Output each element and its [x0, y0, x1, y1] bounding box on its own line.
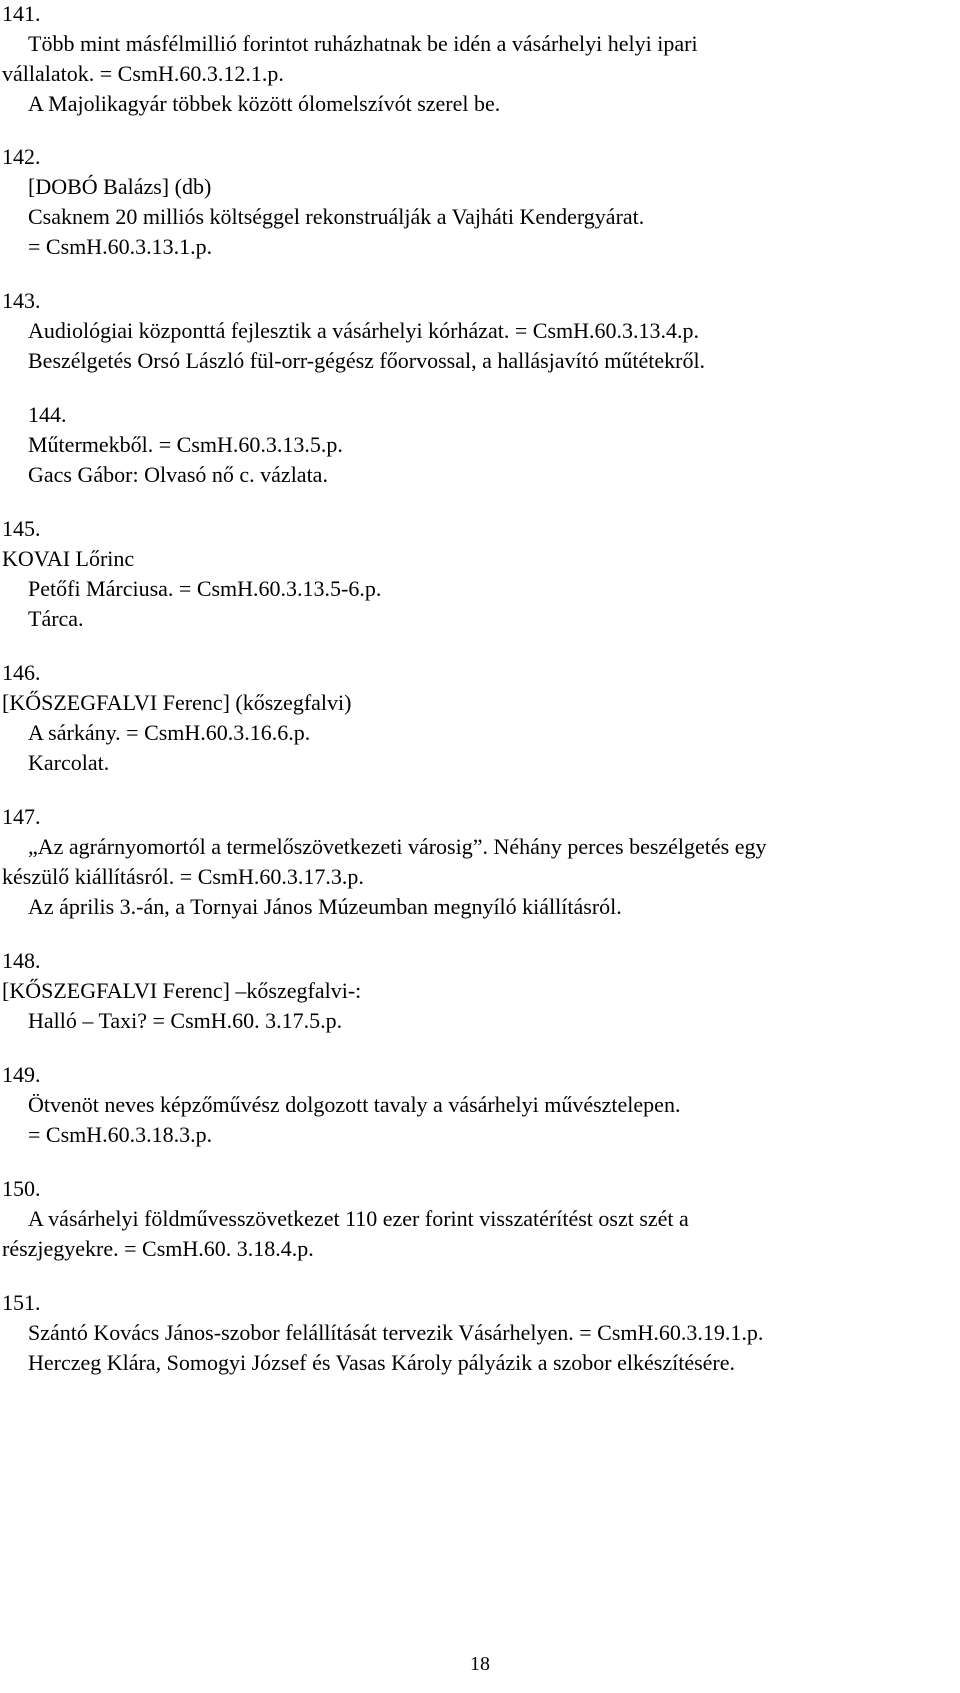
entry-line: Petőfi Márciusa. = CsmH.60.3.13.5-6.p.: [28, 576, 382, 601]
entry-line: Tárca.: [28, 606, 84, 631]
entry-line: = CsmH.60.3.13.1.p.: [28, 234, 213, 259]
entry-number: 145.: [2, 516, 41, 541]
entry-line: „Az agrárnyomortól a termelőszövetkezeti városig”. Néhány perces beszélgetés egy: [28, 834, 767, 859]
entry-line: Gacs Gábor: Olvasó nő c. vázlata.: [28, 462, 328, 487]
entry-line: Audiológiai központtá fejlesztik a vásárhelyi kórházat. = CsmH.60.3.13.4.p.: [28, 318, 700, 343]
entry-number: 143.: [2, 288, 41, 313]
entry-line: készülő kiállításról. = CsmH.60.3.17.3.p.: [2, 864, 364, 889]
entry-line: Az április 3.-án, a Tornyai János Múzeumban megnyíló kiállításról.: [28, 894, 622, 919]
entry-line: Ötvenöt neves képzőművész dolgozott tavaly a vásárhelyi művésztelepen.: [28, 1092, 681, 1117]
entry-line: A vásárhelyi földművesszövetkezet 110 ezer forint visszatérítést oszt szét a: [28, 1206, 689, 1231]
entry-line: Herczeg Klára, Somogyi József és Vasas Károly pályázik a szobor elkészítésére.: [28, 1350, 735, 1375]
entry-line: [DOBÓ Balázs] (db): [28, 174, 212, 199]
page-number: 18: [470, 1653, 490, 1675]
entry-line: Csaknem 20 milliós költséggel rekonstruálják a Vajháti Kendergyárat.: [28, 204, 645, 229]
entry-number: 146.: [2, 660, 41, 685]
entry-line: Szántó Kovács János-szobor felállítását tervezik Vásárhelyen. = CsmH.60.3.19.1.p.: [28, 1320, 764, 1345]
entry-line: vállalatok. = CsmH.60.3.12.1.p.: [2, 61, 284, 86]
entry-number: 142.: [2, 144, 41, 169]
entry-line: Több mint másfélmillió forintot ruházhatnak be idén a vásárhelyi helyi ipari: [28, 31, 698, 56]
entry-number: 147.: [2, 804, 41, 829]
entry-line: részjegyekre. = CsmH.60. 3.18.4.p.: [2, 1236, 314, 1261]
entry-line: Karcolat.: [28, 750, 110, 775]
entry-number: 149.: [2, 1062, 41, 1087]
entry-line: [KŐSZEGFALVI Ferenc] (kőszegfalvi): [2, 690, 352, 715]
entry-number: 144.: [28, 402, 67, 427]
entry-line: Műtermekből. = CsmH.60.3.13.5.p.: [28, 432, 343, 457]
entry-line: A Majolikagyár többek között ólomelszívót szerel be.: [28, 91, 501, 116]
entry-number: 141.: [2, 1, 41, 26]
entry-line: Halló – Taxi? = CsmH.60. 3.17.5.p.: [28, 1008, 343, 1033]
entry-number: 150.: [2, 1176, 41, 1201]
entry-line: [KŐSZEGFALVI Ferenc] –kőszegfalvi-:: [2, 978, 362, 1003]
entry-line: KOVAI Lőrinc: [2, 546, 135, 571]
entry-line: Beszélgetés Orsó László fül-orr-gégész főorvossal, a hallásjavító műtétekről.: [28, 348, 706, 373]
entry-line: = CsmH.60.3.18.3.p.: [28, 1122, 213, 1147]
entry-number: 151.: [2, 1290, 41, 1315]
entry-number: 148.: [2, 948, 41, 973]
entry-line: A sárkány. = CsmH.60.3.16.6.p.: [28, 720, 311, 745]
